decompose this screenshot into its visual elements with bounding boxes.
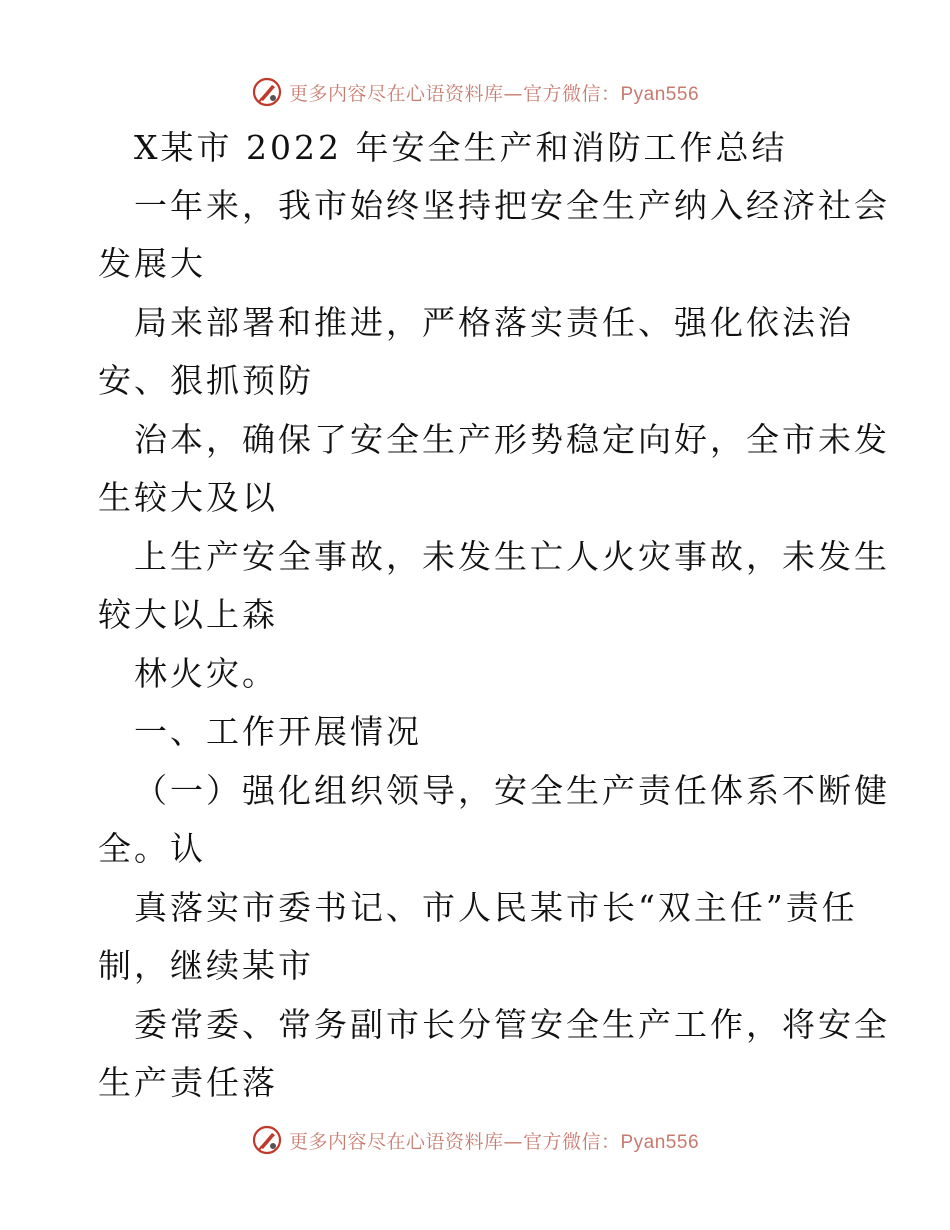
- footer-watermark: [0, 1120, 950, 1160]
- paragraph-line: 发展大: [98, 244, 206, 283]
- paragraph-line: 安、狠抓预防: [98, 361, 314, 400]
- paragraph-line: 制，继续某市: [98, 946, 314, 985]
- header-watermark: [0, 72, 950, 112]
- paragraph-line: 治本，确保了安全生产形势稳定向好，全市未发: [134, 420, 890, 459]
- quill-pen-logo-icon: [251, 1124, 283, 1156]
- quill-pen-logo-icon: [251, 76, 283, 108]
- watermark-text: 更多内容尽在心语资料库—官方微信：Pyan556: [288, 82, 700, 105]
- paragraph-line: 全。认: [98, 829, 206, 868]
- paragraph-line: 较大以上森: [98, 595, 278, 634]
- subsection-heading: （一）强化组织领导，安全生产责任体系不断健: [134, 771, 890, 810]
- paragraph-line: 局来部署和推进，严格落实责任、强化依法治: [134, 303, 854, 342]
- paragraph-line: 林火灾。: [134, 654, 278, 693]
- paragraph-line: 一年来，我市始终坚持把安全生产纳入经济社会: [134, 186, 890, 225]
- section-heading: 一、工作开展情况: [134, 712, 422, 751]
- watermark-text: 更多内容尽在心语资料库—官方微信：Pyan556: [288, 1130, 700, 1153]
- paragraph-line: 真落实市委书记、市人民某市长“双主任”责任: [134, 888, 858, 927]
- paragraph-line: 上生产安全事故，未发生亡人火灾事故，未发生: [134, 537, 890, 576]
- document-title: X某市 2022 年安全生产和消防工作总结: [134, 128, 788, 167]
- paragraph-line: 生产责任落: [98, 1063, 278, 1102]
- paragraph-line: 生较大及以: [98, 478, 278, 517]
- paragraph-line: 委常委、常务副市长分管安全生产工作，将安全: [134, 1005, 890, 1044]
